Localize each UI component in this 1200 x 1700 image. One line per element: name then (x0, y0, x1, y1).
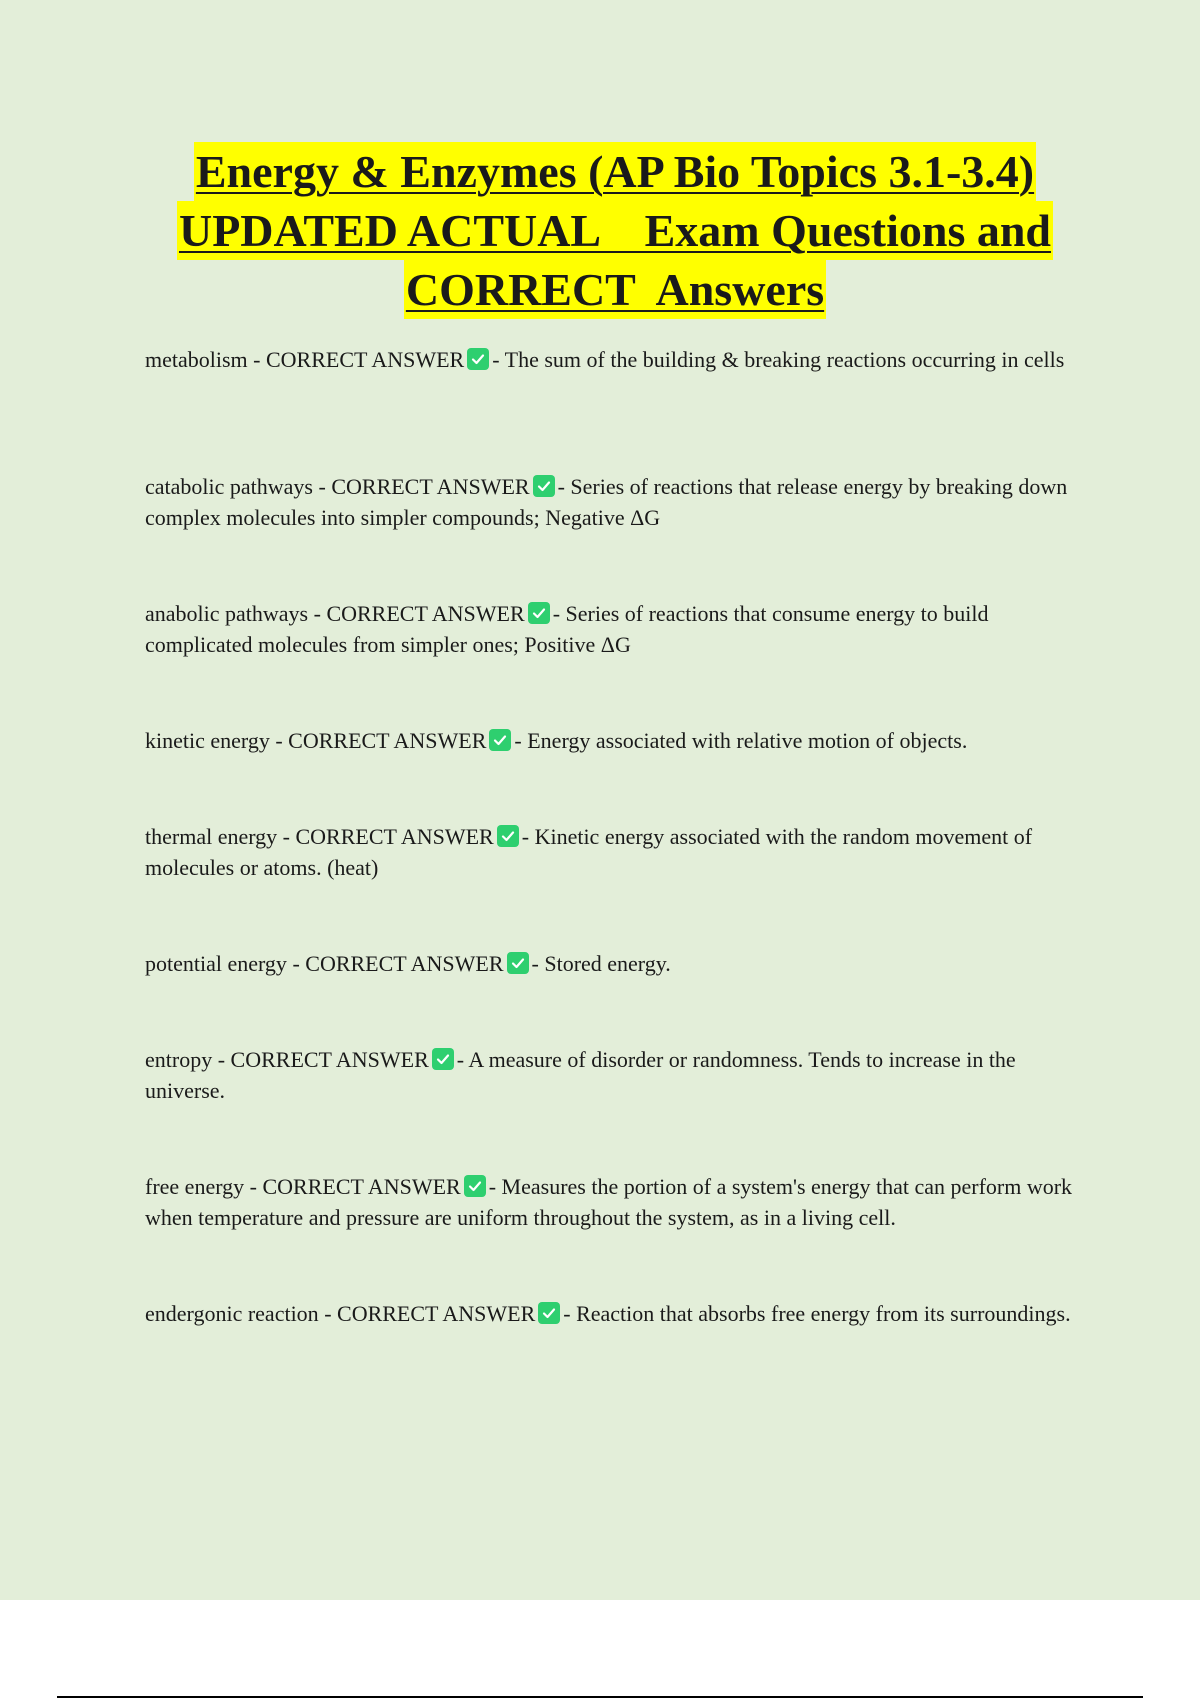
check-box-icon (467, 348, 489, 370)
qa-entry-anabolic-pathways: anabolic pathways - CORRECT ANSWER - Series of reactions that consume energy to build complicated molecules from simpler ones; Positive ΔG (145, 601, 989, 657)
term: thermal energy (145, 824, 278, 849)
title-line-3: CORRECT Answers (404, 260, 826, 319)
term: free energy (145, 1174, 245, 1199)
answer-marker: CORRECT ANSWER (230, 1047, 429, 1072)
answer-marker: CORRECT ANSWER (265, 347, 465, 372)
title-line-1: Energy & Enzymes (AP Bio Topics 3.1-3.4) (194, 142, 1036, 201)
answer-marker: CORRECT ANSWER (262, 1174, 461, 1199)
definition: Series of reactions that consume energy to build complicated molecules from simpler ones; Positive ΔG (145, 601, 989, 657)
term: entropy (145, 1047, 213, 1072)
term: potential energy (145, 951, 287, 976)
qa-entry-thermal-energy: thermal energy - CORRECT ANSWER - Kinetic energy associated with the random movement of molecules or atoms. (heat) (145, 824, 1033, 880)
qa-entry-metabolism: metabolism - CORRECT ANSWER - The sum of the building & breaking reactions occurring in cells (145, 347, 1065, 372)
footer-divider (57, 1696, 1143, 1698)
check-box-icon (528, 602, 550, 624)
answer-marker: CORRECT ANSWER (305, 951, 504, 976)
answer-marker: CORRECT ANSWER (288, 728, 487, 753)
qa-entry-free-energy: free energy - CORRECT ANSWER - Measures the portion of a system's energy that can perform work when temperature and pressure are uniform throughout the system, as in a living cell. (145, 1174, 1073, 1230)
answer-marker: CORRECT ANSWER (295, 824, 494, 849)
definition: Series of reactions that release energy by breaking down complex molecules into simpler compounds; Negative ΔG (145, 474, 1068, 530)
document-title (120, 142, 1110, 319)
check-box-icon (432, 1048, 454, 1070)
answer-marker: CORRECT ANSWER (326, 601, 525, 626)
qa-list (145, 344, 1085, 1360)
check-box-icon (489, 729, 511, 751)
qa-entry-entropy: entropy - CORRECT ANSWER - A measure of disorder or randomness. Tends to increase in the universe. (145, 1047, 1016, 1103)
answer-marker: CORRECT ANSWER (337, 1301, 536, 1326)
check-box-icon (538, 1302, 560, 1324)
qa-entry-catabolic-pathways: catabolic pathways - CORRECT ANSWER - Series of reactions that release energy by breaking down complex molecules into simpler compounds; Negative ΔG (145, 474, 1068, 530)
definition: Kinetic energy associated with the random movement of molecules or atoms. (heat) (145, 824, 1033, 880)
answer-marker: CORRECT ANSWER (331, 474, 530, 499)
check-box-icon (507, 952, 529, 974)
definition: Energy associated with relative motion of objects. (527, 728, 968, 753)
qa-entry-endergonic-reaction: endergonic reaction - CORRECT ANSWER - Reaction that absorbs free energy from its surroundings. (145, 1301, 1071, 1326)
definition: A measure of disorder or randomness. Tends to increase in the universe. (145, 1047, 1016, 1103)
check-box-icon (497, 825, 519, 847)
term: metabolism (145, 347, 248, 372)
check-box-icon (464, 1175, 486, 1197)
qa-entry-potential-energy: potential energy - CORRECT ANSWER - Stored energy. (145, 951, 671, 976)
check-box-icon (533, 475, 555, 497)
definition: Stored energy. (544, 951, 671, 976)
term: anabolic pathways (145, 601, 309, 626)
definition: Reaction that absorbs free energy from its surroundings. (576, 1301, 1071, 1326)
qa-entry-kinetic-energy: kinetic energy - CORRECT ANSWER - Energy associated with relative motion of objects. (145, 728, 968, 753)
term: catabolic pathways (145, 474, 313, 499)
definition: The sum of the building & breaking reactions occurring in cells (504, 347, 1065, 372)
term: endergonic reaction (145, 1301, 319, 1326)
title-line-2: UPDATED ACTUAL Exam Questions and (177, 201, 1053, 260)
definition: Measures the portion of a system's energy that can perform work when temperature and pressure are uniform throughout the system, as in a living cell. (145, 1174, 1073, 1230)
term: kinetic energy (145, 728, 270, 753)
